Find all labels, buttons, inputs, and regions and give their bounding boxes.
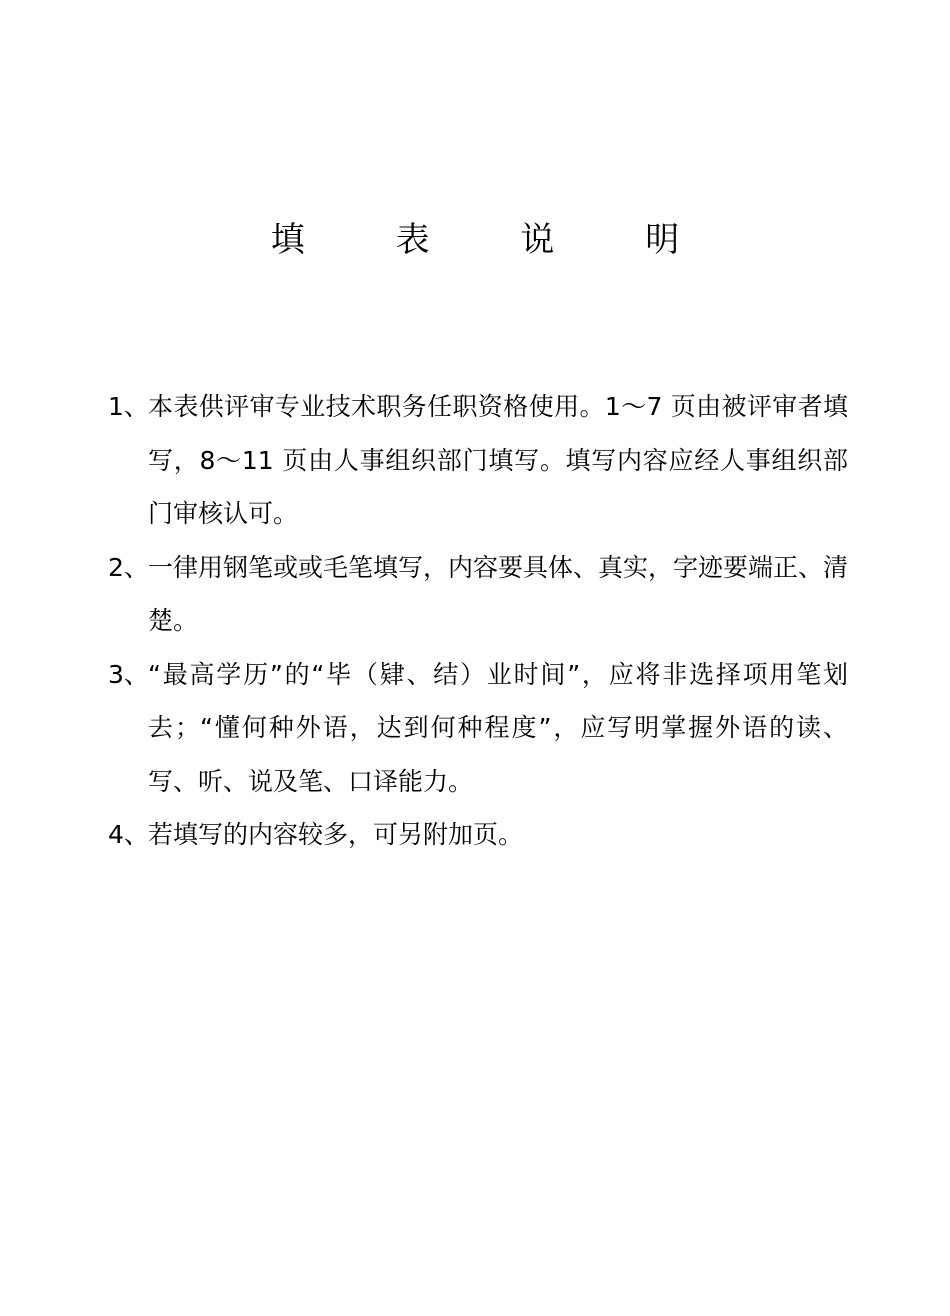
instruction-item-4	[108, 808, 848, 862]
instruction-number: 3、	[108, 659, 149, 689]
instruction-text: 一律用钢笔或或毛笔填写，内容要具体、真实，字迹要端正、清楚。	[148, 552, 849, 635]
instruction-text: “最高学历”的“毕（肄、结）业时间”，应将非选择项用笔划去；“懂何种外语，达到何种程度”，应写明掌握外语的读、写、听、说及笔、口译能力。	[148, 659, 848, 796]
instruction-item-2	[108, 541, 848, 648]
page-title: 填 表 说 明	[270, 220, 720, 260]
instruction-number: 2、	[108, 552, 149, 582]
instruction-item-3	[108, 648, 848, 809]
instruction-item-1	[108, 380, 848, 541]
instruction-number: 4、	[108, 820, 149, 849]
instruction-text: 若填写的内容较多，可另附加页。	[148, 820, 524, 849]
instruction-number: 1、	[108, 392, 149, 421]
instruction-list	[108, 380, 848, 862]
instruction-text: 本表供评审专业技术职务任职资格使用。1～7 页由被评审者填写，8～11 页由人事组织部门填写。填写内容应经人事组织部门审核认可。	[148, 392, 848, 528]
